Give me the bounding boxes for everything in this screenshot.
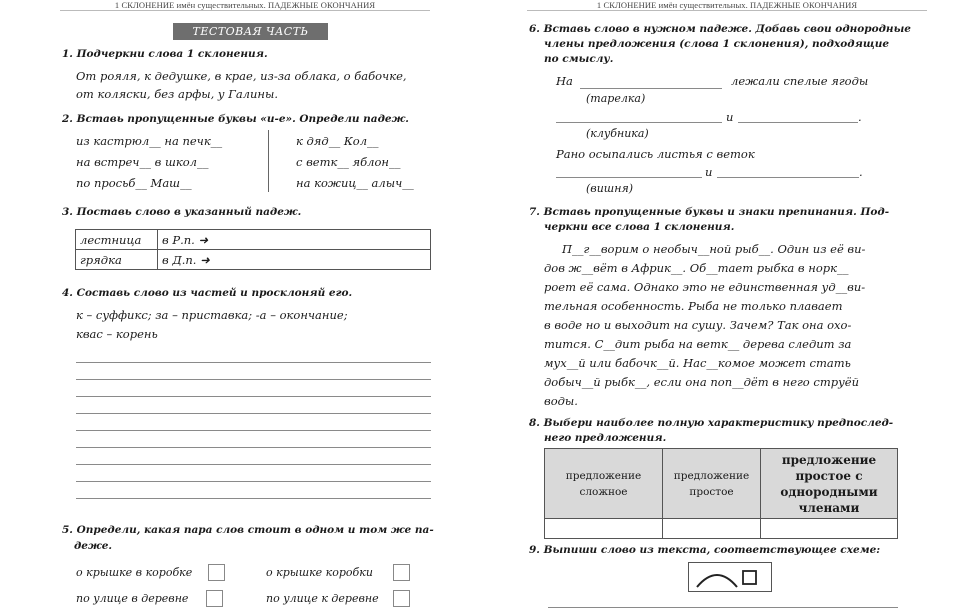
- task9-title: 9. Выпиши слово из текста, соответствующее схеме:: [529, 544, 881, 556]
- running-header-right: 1 СКЛОНЕНИЕ имён существительных. ПАДЕЖНЫЕ ОКОНЧАНИЯ: [527, 0, 927, 11]
- task8-option-homogeneous: [761, 449, 898, 519]
- task2-left-1[interactable]: из кастрюл__ на печк__: [76, 134, 223, 148]
- answer-line[interactable]: [76, 379, 431, 380]
- table-row: [545, 519, 898, 539]
- task8-option-simple: [663, 449, 761, 519]
- cell-line: простое с: [795, 468, 863, 483]
- task6-title-3: по смыслу.: [544, 53, 614, 65]
- task7-text-3[interactable]: роет её сама. Однако это не единственная уд__ви-: [544, 280, 866, 294]
- answer-line[interactable]: [76, 362, 431, 363]
- task3-answer-cell-1[interactable]: в Р.п. ➜: [158, 230, 431, 250]
- task6-line1-end: лежали спелые ягоды: [731, 74, 869, 88]
- task2-right-3[interactable]: на кожиц__ алыч__: [296, 176, 414, 190]
- task3-title: 3. Поставь слово в указанный падеж.: [62, 206, 302, 218]
- task7-text-9[interactable]: воды.: [544, 394, 578, 408]
- cell-line: однородными: [780, 484, 878, 499]
- task8-answer-cell-3[interactable]: [761, 519, 898, 539]
- task5-checkbox-1[interactable]: [208, 564, 225, 581]
- task7-text-2[interactable]: дов ж__вёт в Африк__. Об__тает рыбка в норк__: [544, 261, 849, 275]
- cell-line: предложение: [565, 469, 642, 482]
- task6-blank-4[interactable]: [556, 177, 702, 178]
- task6-hint-1: (тарелка): [586, 92, 646, 105]
- task2-right-1[interactable]: к дяд__ Кол__: [296, 134, 379, 148]
- table-row: [76, 250, 431, 270]
- answer-line[interactable]: [76, 464, 431, 465]
- task6-and-2: и: [705, 165, 713, 179]
- answer-line[interactable]: [76, 396, 431, 397]
- task4-title: 4. Составь слово из частей и просклоняй его.: [62, 287, 353, 299]
- task7-text-5[interactable]: в воде но и выходит на сушу. Зачем? Так она охо-: [544, 318, 852, 332]
- task2-left-2[interactable]: на встреч__ в школ__: [76, 155, 209, 169]
- task8-title-2: него предложения.: [544, 432, 667, 444]
- running-header-left: 1 СКЛОНЕНИЕ имён существительных. ПАДЕЖНЫЕ ОКОНЧАНИЯ: [60, 0, 430, 11]
- answer-line[interactable]: [76, 447, 431, 448]
- task5-option-1: о крышке в коробке: [76, 566, 193, 579]
- task8-title-1: 8. Выбери наиболее полную характеристику предпослед-: [529, 417, 894, 429]
- word-scheme-box: [688, 562, 772, 592]
- left-page: [0, 0, 483, 613]
- table-row: [545, 449, 898, 519]
- task3-answer-cell-2[interactable]: в Д.п. ➜: [158, 250, 431, 270]
- task5-option-4: по улице к деревне: [266, 592, 379, 605]
- task5-option-2: о крышке коробки: [266, 566, 373, 579]
- task1-line-1[interactable]: От рояля, к дедушке, в крае, из-за облака, о бабочке,: [76, 69, 407, 83]
- task6-line3: Рано осыпались листья с веток: [556, 147, 755, 161]
- task9-answer-line[interactable]: [548, 607, 898, 608]
- cell-line: простое: [689, 485, 734, 498]
- task6-dot-1: .: [858, 110, 862, 124]
- task5-checkbox-2[interactable]: [393, 564, 410, 581]
- task7-text-1[interactable]: П__г__ворим о необыч__ной рыб__. Один из её ви-: [562, 242, 866, 256]
- task6-blank-3[interactable]: [738, 122, 858, 123]
- task7-title-2: черкни все слова 1 склонения.: [544, 221, 735, 233]
- task6-dot-2: .: [859, 165, 863, 179]
- cell-line: членами: [798, 500, 860, 515]
- task8-option-complex: [545, 449, 663, 519]
- task2-left-3[interactable]: по просьб__ Маш__: [76, 176, 192, 190]
- task3-word-2: грядка: [76, 250, 158, 270]
- task7-text-7[interactable]: мух__й или бабочк__й. Нас__комое может стать: [544, 356, 851, 370]
- task4-line-1: к – суффикс; за – приставка; -а – окончание;: [76, 308, 348, 322]
- cell-line: сложное: [579, 485, 628, 498]
- task6-title-1: 6. Вставь слово в нужном падеже. Добавь свои однородные: [529, 23, 911, 35]
- task6-line1-start: На: [556, 74, 573, 88]
- task2-divider: [268, 130, 269, 192]
- task3-word-1: лестница: [76, 230, 158, 250]
- answer-line[interactable]: [76, 481, 431, 482]
- task6-hint-3: (вишня): [586, 182, 634, 195]
- task6-and-1: и: [726, 110, 734, 124]
- task1-title: 1. Подчеркни слова 1 склонения.: [62, 48, 268, 60]
- task1-line-2[interactable]: от коляски, без арфы, у Галины.: [76, 87, 279, 101]
- task6-hint-2: (клубника): [586, 127, 649, 140]
- task8-answer-cell-1[interactable]: [545, 519, 663, 539]
- task2-title: 2. Вставь пропущенные буквы «и-е». Определи падеж.: [62, 113, 409, 125]
- task5-checkbox-3[interactable]: [206, 590, 223, 607]
- task6-blank-2[interactable]: [556, 122, 722, 123]
- task6-blank-5[interactable]: [717, 177, 859, 178]
- task5-title: 5. Определи, какая пара слов стоит в одном и том же па-: [62, 524, 434, 536]
- task7-text-8[interactable]: добыч__й рыбк__, если она поп__дёт в него струёй: [544, 375, 859, 389]
- task2-right-2[interactable]: с ветк__ яблон__: [296, 155, 401, 169]
- task8-table: [544, 448, 898, 539]
- answer-line[interactable]: [76, 413, 431, 414]
- task7-title-1: 7. Вставь пропущенные буквы и знаки препинания. Под-: [529, 206, 890, 218]
- task5-checkbox-4[interactable]: [393, 590, 410, 607]
- task6-title-2: члены предложения (слова 1 склонения), подходящие: [544, 38, 890, 50]
- task8-answer-cell-2[interactable]: [663, 519, 761, 539]
- task7-text-4[interactable]: тельная особенность. Рыба не только плавает: [544, 299, 843, 313]
- answer-line[interactable]: [76, 498, 431, 499]
- task6-blank-1[interactable]: [580, 88, 722, 89]
- task5-option-3: по улице в деревне: [76, 592, 189, 605]
- task4-line-2: квас – корень: [76, 327, 158, 341]
- test-section-banner: ТЕСТОВАЯ ЧАСТЬ: [173, 23, 328, 40]
- root-and-ending-scheme-icon: [695, 567, 767, 589]
- cell-line: предложение: [781, 452, 877, 467]
- task7-text-6[interactable]: тится. С__дит рыба на ветк__ дерева следит за: [544, 337, 852, 351]
- cell-line: предложение: [673, 469, 750, 482]
- task3-table: [75, 229, 431, 270]
- task5-title-cont: деже.: [74, 540, 113, 552]
- table-row: [76, 230, 431, 250]
- answer-line[interactable]: [76, 430, 431, 431]
